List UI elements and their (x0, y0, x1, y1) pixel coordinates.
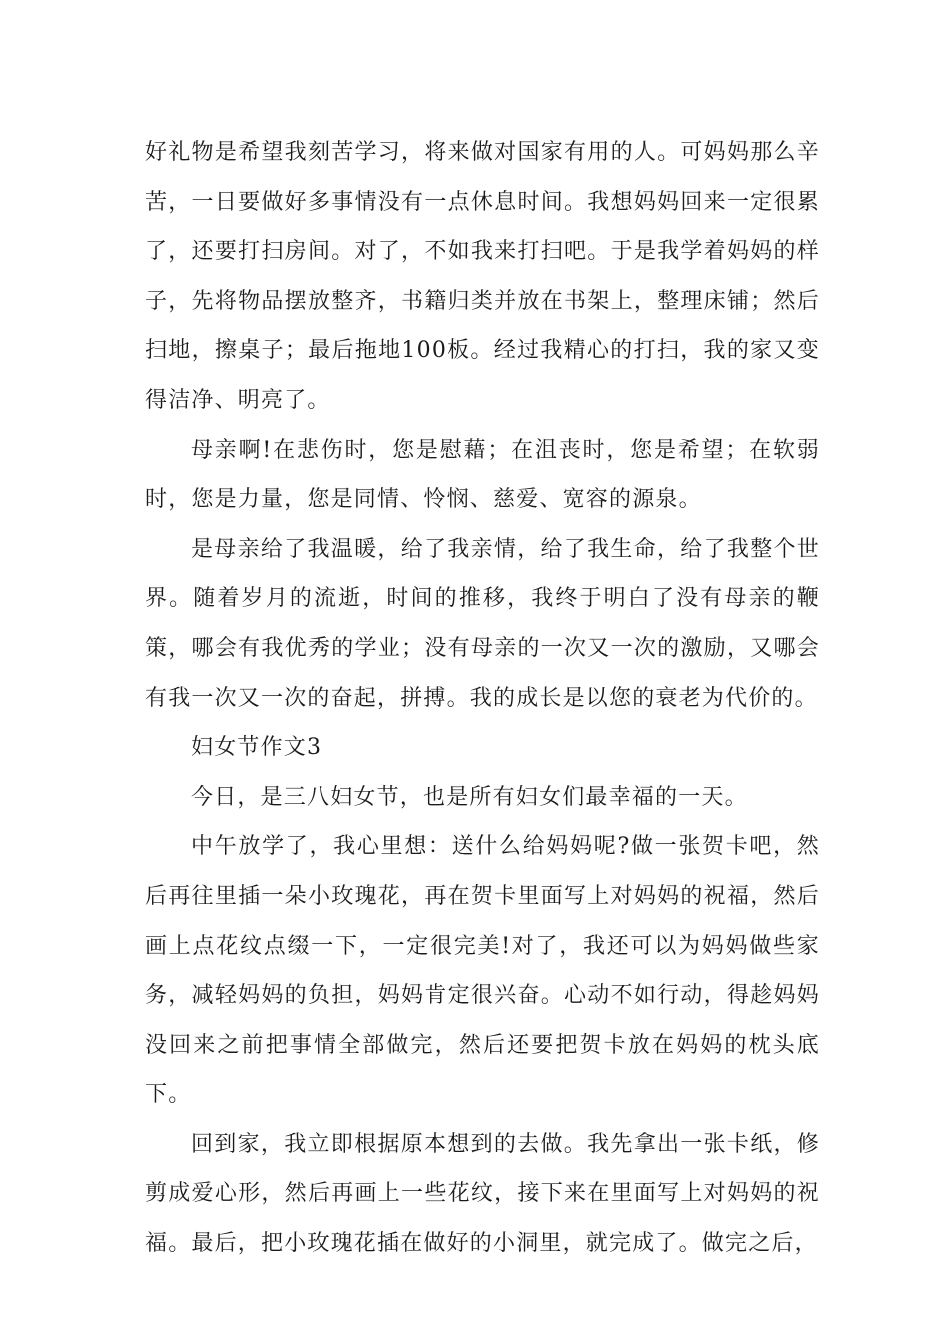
paragraph-mother-gift: 是母亲给了我温暖，给了我亲情，给了我生命，给了我整个世界。随着岁月的流逝，时间的推移，我终于明白了没有母亲的鞭策，哪会有我优秀的学业；没有母亲的一次又一次的激励，又哪会有我一次又一次的奋起，拼搏。我的成长是以您的衰老为代价的。 (145, 536, 820, 711)
section-heading: 妇女节作文3 (191, 735, 323, 761)
paragraph-noon-plan: 中午放学了，我心里想：送什么给妈妈呢?做一张贺卡吧，然后再往里插一朵小玫瑰花，再在贺卡里面写上对妈妈的祝福，然后画上点花纹点缀一下，一定很完美!对了，我还可以为妈妈做些家务，减轻妈妈的负担，妈妈肯定很兴奋。心动不如行动，得趁妈妈没回来之前把事情全部做完，然后还要把贺卡放在妈妈的枕头底下。 (145, 834, 820, 1108)
paragraph-making-card: 回到家，我立即根据原本想到的去做。我先拿出一张卡纸，修剪成爱心形，然后再画上一些花纹，接下来在里面写上对妈妈的祝福。最后，把小玫瑰花插在做好的小洞里，就完成了。做完之后， (145, 1131, 820, 1257)
document-body (145, 128, 820, 1269)
paragraph-continued: 好礼物是希望我刻苦学习，将来做对国家有用的人。可妈妈那么辛苦，一日要做好多事情没有一点休息时间。我想妈妈回来一定很累了，还要打扫房间。对了，不如我来打扫吧。于是我学着妈妈的样子，先将物品摆放整齐，书籍归类并放在书架上，整理床铺；然后扫地，擦桌子；最后拖地100板。经过我精心的打扫，我的家又变得洁净、明亮了。 (145, 140, 820, 413)
paragraph-mother-praise: 母亲啊!在悲伤时，您是慰藉；在沮丧时，您是希望；在软弱时，您是力量，您是同情、怜悯、慈爱、宽容的源泉。 (145, 437, 820, 513)
paragraph-womens-day: 今日，是三八妇女节，也是所有妇女们最幸福的一天。 (191, 784, 748, 810)
